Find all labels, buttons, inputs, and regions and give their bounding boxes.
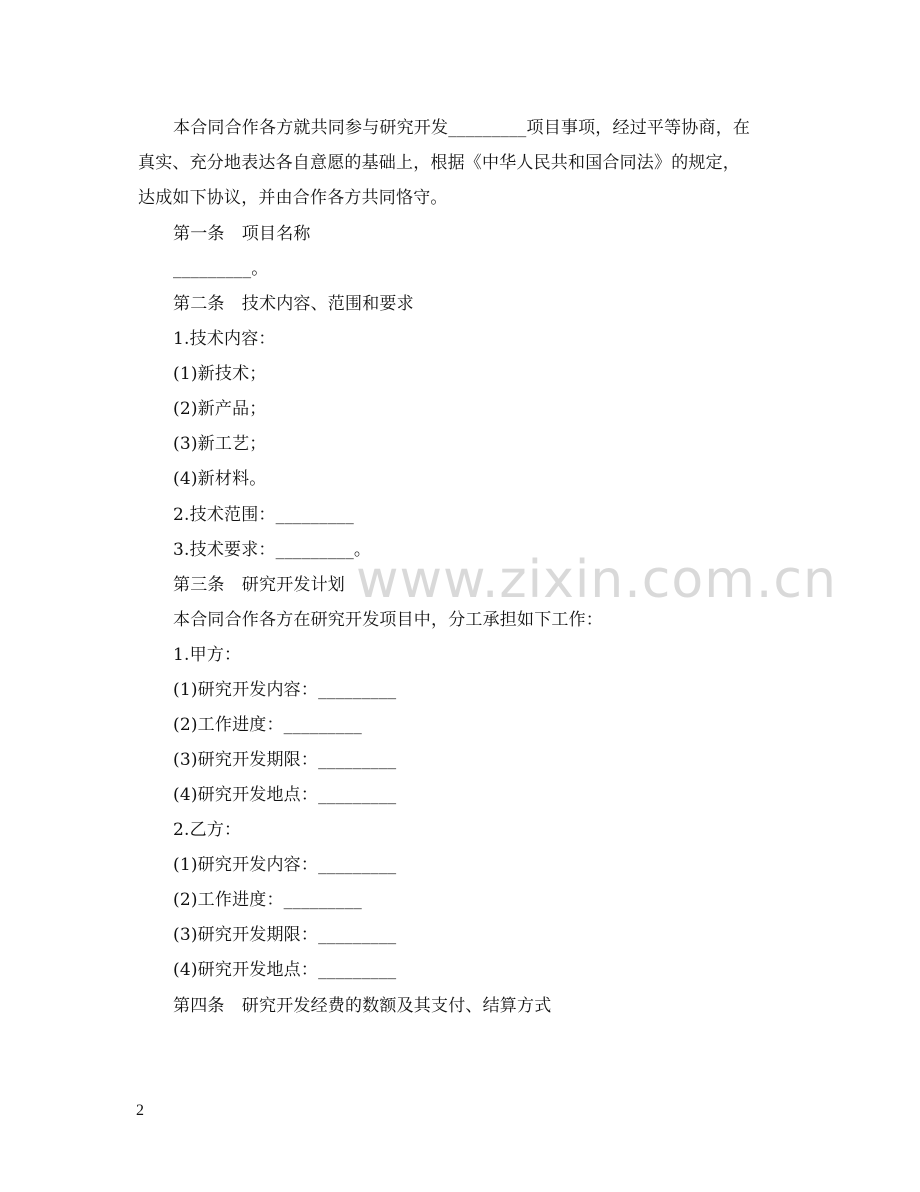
party-b-content: (1)研究开发内容：_________ — [173, 855, 397, 875]
intro-paragraph-line-2: 真实、充分地表达各自意愿的基础上，根据《中华人民共和国合同法》的规定， — [138, 153, 740, 173]
tech-scope: 2.技术范围：_________ — [173, 505, 354, 525]
article-1-value: _________。 — [173, 259, 269, 279]
article-2-title: 第二条 技术内容、范围和要求 — [173, 294, 414, 314]
article-3-title: 第三条 研究开发计划 — [173, 575, 345, 595]
tech-requirements: 3.技术要求：_________。 — [173, 540, 372, 560]
party-b-period: (3)研究开发期限：_________ — [173, 925, 397, 945]
party-a-progress: (2)工作进度：_________ — [173, 715, 362, 735]
page-number: 2 — [136, 1102, 144, 1119]
party-b-location: (4)研究开发地点：_________ — [173, 960, 397, 980]
intro-paragraph-line-1: 本合同合作各方就共同参与研究开发_________项目事项，经过平等协商，在 — [173, 118, 751, 138]
party-a-location: (4)研究开发地点：_________ — [173, 785, 397, 805]
tech-item-new-product: (2)新产品； — [173, 399, 267, 419]
party-a-period: (3)研究开发期限：_________ — [173, 750, 397, 770]
party-a-label: 1.甲方： — [173, 645, 242, 665]
party-b-label: 2.乙方： — [173, 820, 242, 840]
article-1-title: 第一条 项目名称 — [173, 224, 311, 244]
tech-item-new-material: (4)新材料。 — [173, 469, 267, 489]
party-a-content: (1)研究开发内容：_________ — [173, 680, 397, 700]
watermark: www.zixin.com.cn — [356, 550, 837, 610]
intro-paragraph-line-3: 达成如下协议，并由合作各方共同恪守。 — [138, 188, 448, 208]
plan-intro: 本合同合作各方在研究开发项目中，分工承担如下工作： — [173, 610, 603, 630]
tech-item-new-process: (3)新工艺； — [173, 434, 267, 454]
tech-item-new-technology: (1)新技术； — [173, 364, 267, 384]
article-4-title: 第四条 研究开发经费的数额及其支付、结算方式 — [173, 996, 552, 1016]
party-b-progress: (2)工作进度：_________ — [173, 890, 362, 910]
tech-content-label: 1.技术内容： — [173, 329, 276, 349]
